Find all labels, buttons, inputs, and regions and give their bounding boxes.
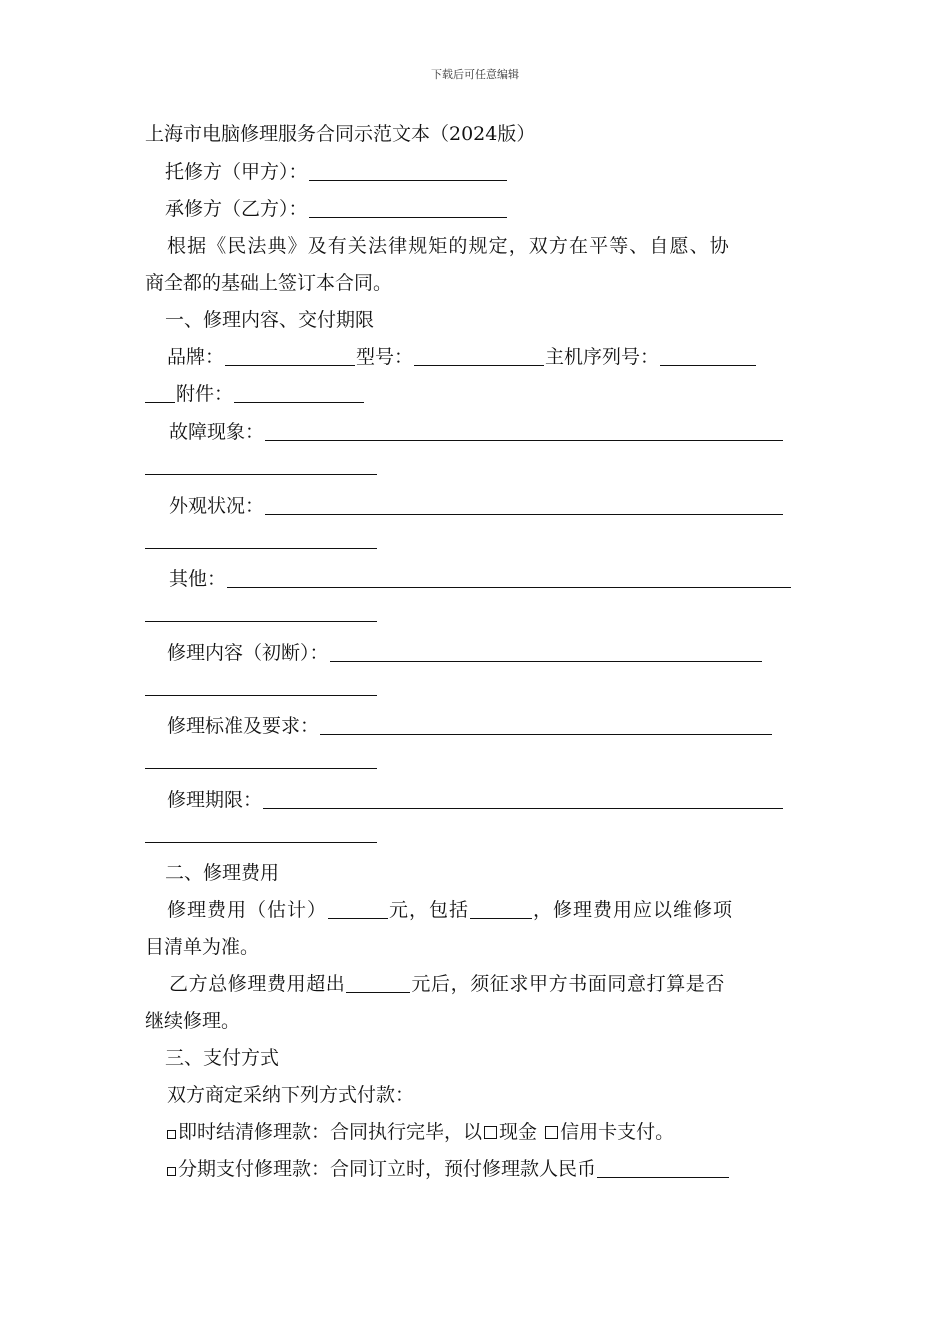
fault-line — [169, 418, 784, 446]
repair-content-label: 修理内容（初断）： — [167, 642, 329, 664]
section3-title: 三、支付方式 — [165, 1047, 280, 1069]
fee-amount-field[interactable] — [328, 898, 388, 919]
party-b-field[interactable] — [309, 197, 507, 218]
repair-standard-field-cont[interactable] — [145, 768, 377, 769]
repair-period-field-cont[interactable] — [145, 842, 377, 843]
accessory-label: 附件： — [176, 383, 234, 405]
fee-line — [167, 896, 733, 924]
pay-intro: 双方商定采纳下列方式付款： — [167, 1084, 415, 1106]
appearance-field[interactable] — [265, 494, 783, 515]
brand-field[interactable] — [225, 345, 355, 366]
intro-text-1: 根据《民法典》及有关法律规矩的规定，双方在平等、自愿、协 — [167, 235, 730, 257]
pay-option-1 — [165, 1118, 674, 1146]
excess-amount-field[interactable] — [346, 972, 410, 993]
brand-label: 品牌： — [167, 346, 225, 368]
party-a-line — [165, 158, 508, 186]
repair-period-line — [167, 786, 784, 814]
fee-includes-field[interactable] — [470, 898, 532, 919]
fault-field-cont[interactable] — [145, 474, 377, 475]
repair-content-field-cont[interactable] — [145, 695, 377, 696]
excess-line-2: 继续修理。 — [145, 1010, 241, 1032]
model-label: 型号： — [356, 346, 414, 368]
repair-content-field[interactable] — [330, 641, 762, 662]
pay-option-2-checkbox[interactable] — [167, 1167, 176, 1176]
fee-includes-label: 元，包括 — [389, 899, 470, 921]
prepay-amount-field[interactable] — [597, 1157, 729, 1178]
serial-label: 主机序列号： — [545, 346, 660, 368]
serial-field-cont[interactable] — [145, 382, 175, 403]
fee-line-2: 目清单为准。 — [145, 936, 260, 958]
model-field[interactable] — [414, 345, 544, 366]
accessory-field[interactable] — [234, 382, 364, 403]
fee-label: 修理费用（估计） — [167, 899, 328, 921]
pay-option-2-label: 分期支付修理款：合同订立时，预付修理款人民币 — [178, 1158, 597, 1180]
serial-field[interactable] — [660, 345, 756, 366]
credit-card-label: 信用卡支付。 — [560, 1121, 675, 1143]
other-line — [169, 565, 792, 593]
cash-checkbox[interactable] — [484, 1126, 497, 1139]
fault-label: 故障现象： — [169, 421, 265, 443]
download-note: 下载后可任意编辑 — [431, 68, 519, 81]
accessory-line — [145, 380, 365, 408]
pay-option-2 — [165, 1155, 730, 1183]
intro-line-2: 商全都的基础上签订本合同。 — [145, 272, 393, 294]
cash-label: 现金 — [499, 1121, 538, 1143]
pay-option-1-checkbox[interactable] — [167, 1130, 176, 1139]
fee-note: ，修理费用应以维修项 — [533, 899, 734, 921]
other-label: 其他： — [169, 568, 227, 590]
excess-line — [169, 970, 725, 998]
section2-title: 二、修理费用 — [165, 862, 280, 884]
pay-option-1-label: 即时结清修理款：合同执行完毕，以 — [178, 1121, 483, 1143]
repair-standard-label: 修理标准及要求： — [167, 715, 320, 737]
section1-title: 一、修理内容、交付期限 — [165, 309, 375, 331]
party-a-label: 托修方（甲方）： — [165, 161, 308, 183]
party-a-field[interactable] — [309, 160, 507, 181]
repair-period-label: 修理期限： — [167, 789, 263, 811]
repair-standard-field[interactable] — [320, 714, 772, 735]
excess-note: 元后，须征求甲方书面同意打算是否 — [411, 973, 726, 995]
credit-card-checkbox[interactable] — [545, 1126, 558, 1139]
excess-label: 乙方总修理费用超出 — [169, 973, 346, 995]
appearance-line — [169, 492, 784, 520]
repair-content-line — [167, 639, 763, 667]
appearance-field-cont[interactable] — [145, 548, 377, 549]
party-b-line — [165, 195, 508, 223]
fault-field[interactable] — [265, 420, 783, 441]
repair-period-field[interactable] — [263, 788, 783, 809]
device-line — [167, 343, 757, 371]
repair-standard-line — [167, 712, 773, 740]
other-field-cont[interactable] — [145, 621, 377, 622]
other-field[interactable] — [227, 567, 791, 588]
contract-title: 上海市电脑修理服务合同示范文本（2024版） — [145, 123, 536, 145]
appearance-label: 外观状况： — [169, 495, 265, 517]
party-b-label: 承修方（乙方）： — [165, 198, 308, 220]
intro-line-1 — [167, 232, 807, 260]
